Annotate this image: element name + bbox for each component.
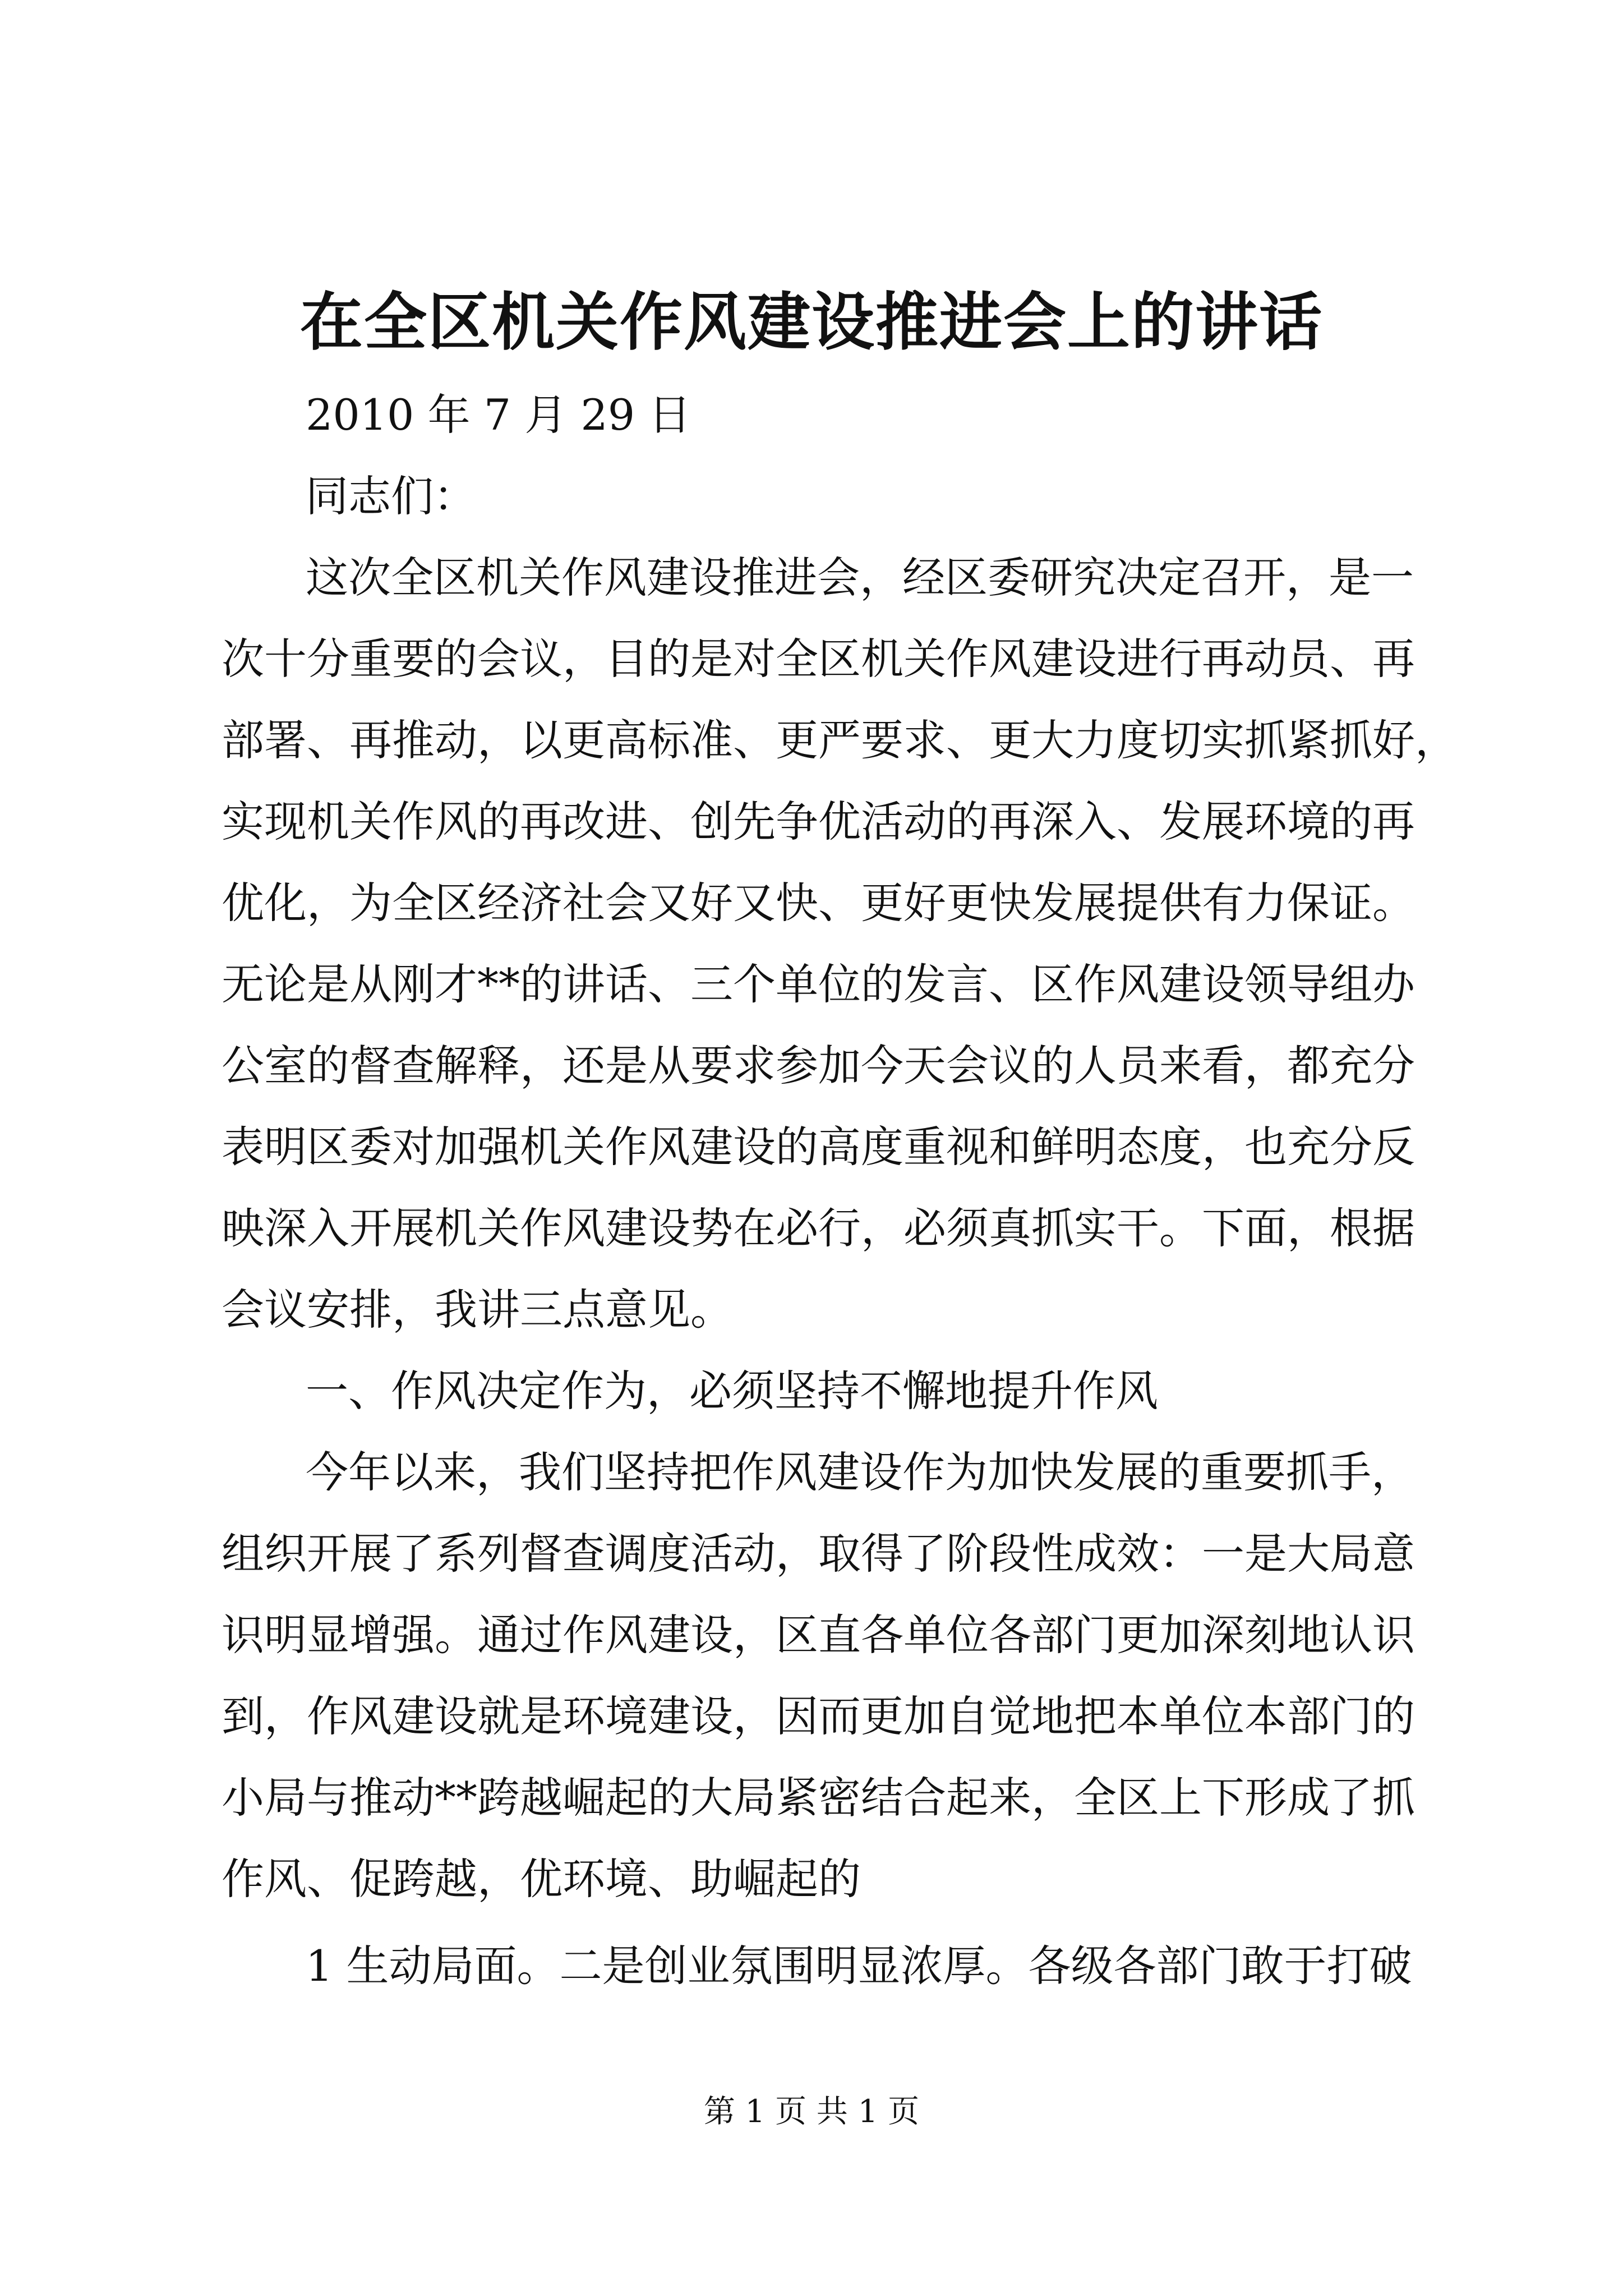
paragraph-line: 1 生动局面。二是创业氛围明显浓厚。各级各部门敢于打破 [306,1941,1412,1991]
document-title: 在全区机关作风建设推进会上的讲话 [300,286,1323,359]
section-heading: 一、作风决定作为，必须坚持不懈地提升作风 [306,1366,1158,1416]
paragraph-line: 映深入开展机关作风建设势在必行，必须真抓实干。下面，根据 [222,1203,1415,1253]
paragraph-line: 次十分重要的会议，目的是对全区机关作风建设进行再动员、再 [222,634,1415,684]
paragraph-line: 今年以来，我们坚持把作风建设作为加快发展的重要抓手， [306,1447,1414,1497]
paragraph-line: 无论是从刚才**的讲话、三个单位的发言、区作风建设领导组办 [222,959,1415,1009]
paragraph-line: 这次全区机关作风建设推进会，经区委研究决定召开，是一 [306,553,1414,602]
paragraph-line: 优化，为全区经济社会又好又快、更好更快发展提供有力保证。 [222,878,1415,928]
paragraph-line: 到，作风建设就是环境建设，因而更加自觉地把本单位本部门的 [222,1691,1415,1741]
paragraph-line: 会议安排，我讲三点意见。 [222,1285,733,1335]
paragraph-line: 公室的督查解释，还是从要求参加今天会议的人员来看，都充分 [222,1041,1415,1091]
salutation: 同志们： [306,471,476,521]
paragraph-line: 作风、促跨越，优环境、助崛起的 [222,1854,861,1904]
page-footer: 第 1 页 共 1 页 [703,2093,920,2130]
paragraph-line: 实现机关作风的再改进、创先争优活动的再深入、发展环境的再 [222,797,1415,846]
paragraph-line: 小局与推动**跨越崛起的大局紧密结合起来，全区上下形成了抓 [222,1773,1415,1823]
paragraph-line: 表明区委对加强机关作风建设的高度重视和鲜明态度，也充分反 [222,1122,1415,1172]
paragraph-line: 组织开展了系列督查调度活动，取得了阶段性成效：一是大局意 [222,1529,1415,1579]
paragraph-line: 识明显增强。通过作风建设，区直各单位各部门更加深刻地认识 [222,1610,1415,1660]
paragraph-line: 部署、再推动，以更高标准、更严要求、更大力度切实抓紧抓好， [222,715,1458,765]
document-date: 2010 年 7 月 29 日 [306,390,691,440]
